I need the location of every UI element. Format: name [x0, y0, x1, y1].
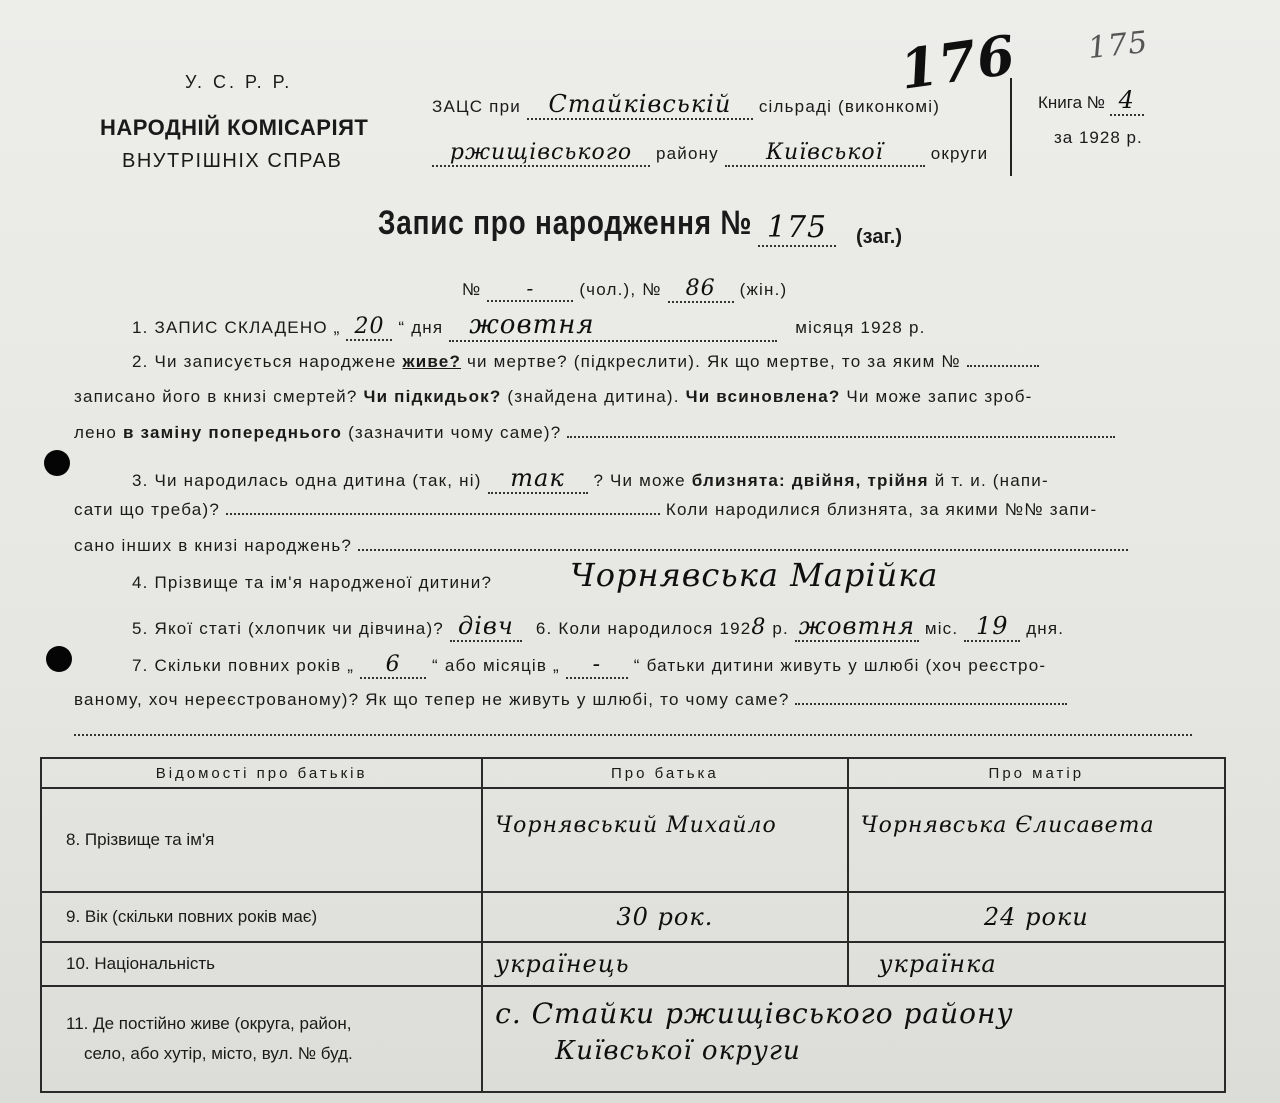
zags-line — [432, 90, 940, 120]
okruha-name-handwritten: Київської — [725, 140, 925, 167]
q2-text-f: лено — [74, 423, 118, 442]
parents-info-table — [40, 757, 1226, 1093]
q6-year-handwritten: 8 — [751, 615, 767, 640]
q2-text-a: 2. Чи записується народжене — [132, 352, 397, 371]
mother-age-handwritten: 24 роки — [848, 892, 1225, 942]
q7-text-b: “ або місяців „ — [432, 656, 560, 675]
q2-blank — [967, 365, 1039, 367]
row-label-name: 8. Прізвище та ім'я — [41, 788, 482, 892]
commissariat-label: НАРОДНІЙ КОМІСАРІЯТ — [100, 115, 369, 140]
q2-text-e: Чи може запис зроб- — [846, 387, 1033, 406]
zags-prefix: ЗАЦС при — [432, 97, 521, 116]
okruha-label: округи — [930, 144, 989, 163]
title-text: Запис про народження № — [378, 204, 753, 242]
residence-handwritten-line-2: Київської округи — [555, 1036, 801, 1066]
question-3-line-1 — [132, 464, 1049, 494]
row-label-residence — [41, 986, 482, 1092]
q2-text-b: чи мертве? (підкреслити). Як що мертве, то за яким № — [466, 352, 961, 371]
q5-sex-handwritten: дівч — [450, 612, 522, 642]
q7-blank-1 — [795, 703, 1067, 705]
q3-text-f: сано інших в книзі народжень? — [74, 536, 353, 555]
father-age-handwritten: 30 рок. — [482, 892, 847, 942]
question-1 — [132, 310, 926, 342]
q7-text-c: “ батьки дитини живуть у шлюбі (хоч реєстро- — [633, 656, 1047, 675]
female-label: (жін.) — [739, 280, 788, 299]
q3-blank-1 — [226, 513, 660, 515]
question-2-line-1 — [132, 352, 1039, 372]
q2-text-d: (знайдена дитина). — [507, 387, 680, 406]
q6-text: 6. Коли народилося 192 — [535, 619, 752, 638]
question-2-line-3 — [74, 423, 1115, 443]
table-row — [41, 986, 1225, 1092]
q6-day-label: дня. — [1026, 619, 1065, 638]
table-header-row — [41, 758, 1225, 788]
question-3-line-2 — [74, 500, 1097, 520]
q1-text: 1. ЗАПИС СКЛАДЕНО „ — [132, 318, 341, 337]
book-label: Книга № — [1038, 93, 1106, 112]
q3-text-d: сати що треба)? — [74, 500, 220, 519]
q2-text-g: (зазначити чому саме)? — [348, 423, 562, 442]
q2-reason-blank — [567, 436, 1115, 438]
residence-cell — [482, 986, 1225, 1092]
male-number-label: № — [462, 280, 482, 299]
q3-answer-handwritten: так — [488, 464, 588, 494]
title-suffix: (заг.) — [856, 226, 903, 248]
header-about-father: Про батька — [482, 758, 847, 788]
residence-label-line-1: 11. Де постійно живе (округа, район, — [66, 1014, 352, 1033]
q3-text-a: 3. Чи народилась одна дитина (так, ні) — [132, 471, 482, 490]
question-2-line-2 — [74, 387, 1033, 407]
header-about-mother: Про матір — [848, 758, 1225, 788]
q3-text-c: й т. и. (напи- — [934, 471, 1049, 490]
residence-handwritten-line-1: с. Стайки ржищівського району — [495, 997, 1014, 1030]
q3-text-b: ? Чи може — [593, 471, 686, 490]
q6-year-suffix: р. — [772, 619, 789, 638]
female-number-handwritten: 86 — [668, 276, 734, 303]
header-parents-info: Відомості про батьків — [41, 758, 482, 788]
question-7-line-2 — [74, 690, 1067, 710]
book-number-handwritten: 4 — [1110, 86, 1144, 116]
father-nationality-handwritten: українець — [482, 942, 847, 986]
row-label-age: 9. Вік (скільки повних років має) — [41, 892, 482, 942]
q1-month-handwritten: жовтня — [449, 310, 777, 342]
corner-number: 175 — [1086, 24, 1150, 67]
q1-end: місяця 1928 р. — [795, 318, 926, 337]
row-label-nationality: 10. Національність — [41, 942, 482, 986]
q2-adopted: Чи всиновлена? — [685, 387, 841, 406]
punch-hole — [46, 646, 72, 672]
male-label: (чол.), № — [579, 280, 662, 299]
table-row — [41, 942, 1225, 986]
father-name-handwritten: Чорнявський Михайло — [482, 788, 847, 892]
mother-name-handwritten: Чорнявська Єлисавета — [848, 788, 1225, 892]
q6-month-handwritten: жовтня — [795, 612, 919, 642]
district-name-handwritten: ржищівського — [432, 140, 650, 167]
residence-label-line-2: село, або хутір, місто, вул. № буд. — [84, 1044, 353, 1063]
q2-alive: живе? — [402, 352, 462, 371]
question-4 — [132, 573, 492, 593]
q7-months-handwritten: - — [566, 652, 628, 679]
q7-text-d: ваному, хоч нереєстрованому)? Як що тепер не живуть у шлюбі, то чому саме? — [74, 690, 790, 709]
subnumbers-line — [462, 276, 787, 303]
question-7-line-1 — [132, 652, 1046, 679]
q7-text-a: 7. Скільки повних років „ — [132, 656, 355, 675]
department-label: ВНУТРІШНІХ СПРАВ — [122, 150, 343, 172]
record-number-handwritten: 175 — [758, 210, 836, 247]
q3-twins: близнята: двійня, трійня — [691, 471, 929, 490]
district-line — [432, 140, 988, 167]
mother-nationality-handwritten: українка — [848, 942, 1225, 986]
district-label: району — [655, 144, 719, 163]
q5-text: 5. Якої статі (хлопчик чи дівчина)? — [132, 619, 444, 638]
q4-text: 4. Прізвище та ім'я народженої дитини? — [132, 573, 493, 592]
village-name-handwritten: Стайківській — [527, 90, 753, 120]
council-label: сільраді (виконкомі) — [758, 97, 941, 116]
question-5-6 — [132, 612, 1064, 642]
q6-month-label: міс. — [924, 619, 959, 638]
q6-day-handwritten: 19 — [964, 612, 1020, 642]
child-name-handwritten: Чорнявська Марійка — [570, 556, 939, 594]
male-number-handwritten: - — [487, 276, 573, 302]
q7-years-handwritten: 6 — [360, 652, 426, 679]
book-line — [1038, 86, 1144, 116]
q2-text-c: записано його в книзі смертей? — [74, 387, 358, 406]
archive-stamp-number: 176 — [896, 22, 1020, 102]
q3-text-e: Коли народилися близнята, за якими №№ запи- — [665, 500, 1098, 519]
republic-label: У. С. Р. Р. — [185, 72, 293, 92]
table-row — [41, 788, 1225, 892]
punch-hole — [44, 450, 70, 476]
q2-foundling: Чи підкидьок? — [363, 387, 502, 406]
question-3-line-3 — [74, 536, 1128, 556]
q1-day-handwritten: 20 — [346, 314, 392, 341]
book-year: за 1928 р. — [1054, 128, 1143, 147]
q2-replace: в заміну попереднього — [122, 423, 343, 442]
table-row — [41, 892, 1225, 942]
q7-blank-line — [74, 734, 1192, 736]
q1-day-label: “ дня — [398, 318, 444, 337]
q3-blank-2 — [358, 549, 1128, 551]
